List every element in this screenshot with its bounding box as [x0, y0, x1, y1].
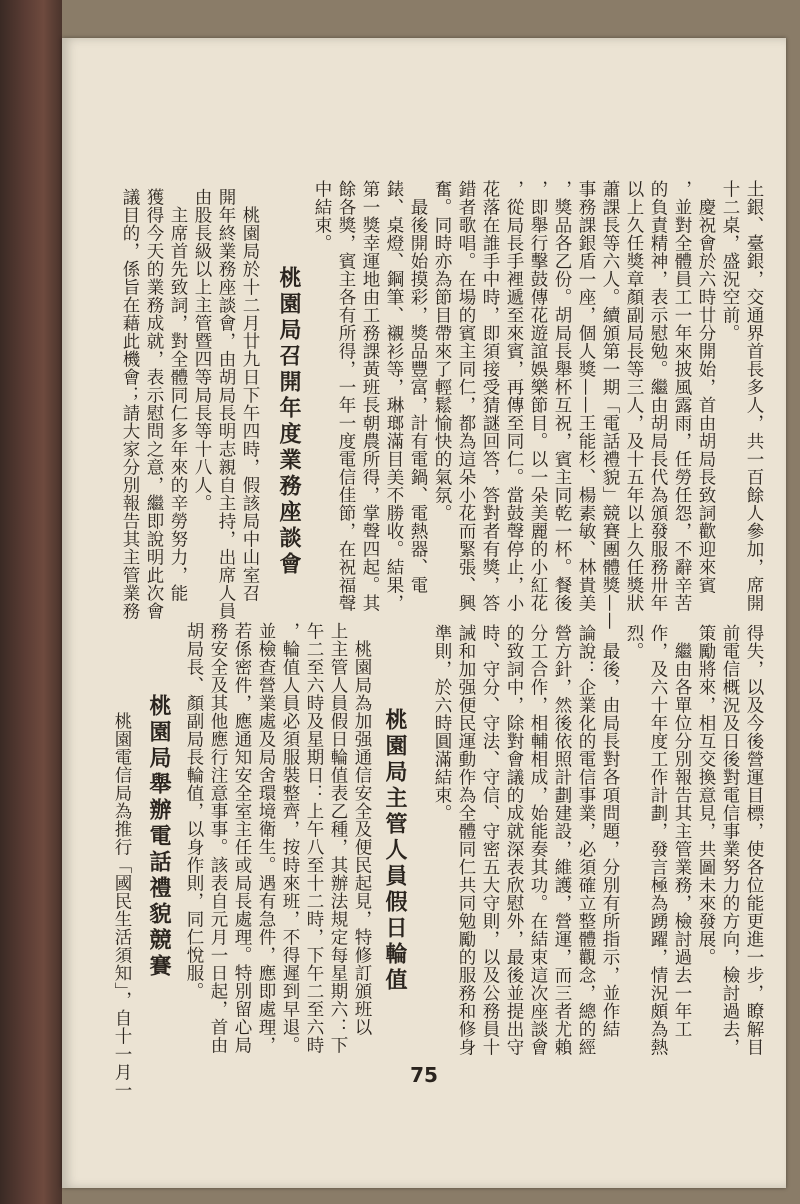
duty-article-title: 桃園局主管人員假日輪值: [382, 708, 408, 994]
book-binding: [0, 0, 62, 1204]
book-page: [62, 38, 786, 1188]
contest-text-block: 桃園電信局為推行「國民生活須知」，自十一月一: [112, 694, 132, 1100]
page-number: 75: [410, 1063, 438, 1087]
seminar-article-title: 桃園局召開年度業務座談會: [276, 266, 302, 578]
celebration-text-block: 土銀、臺銀，交通界首長多人，共一百餘人參加，席開 十二桌，盛況空前。 慶祝會於六時廿分開始，首由胡局長致詞歡迎來賓 ，並對全體員工一年來披風露雨，任勞任怨，不辭辛苦 的負責精神，表示慰勉。繼由胡局長代為頒發服務卅年 以上久任獎章顏副局長等三人，及十五年以上久任獎狀 蕭課長等六人。續頒第一期「電話禮貌」競賽團體獎—— 事務課銀盾一座，個人獎——王能杉、楊素敏、林貴美 ，獎品各乙份。胡局長舉杯互祝，賓主同乾一杯。餐後 ，即舉行擊鼓傳花遊誼娛樂節目。以一朵美麗的小紅花 ，從局長手裡遞至來賓，再傳至同仁。當鼓聲停止，小 花落在誰手中時，即須接受猜謎回答，答對者有獎，答 錯者歌唱。在場的賓主同仁，都為這朵小花而緊張、興 奮。同時亦為節目帶來了輕鬆愉快的氣氛。 最後開始摸彩，獎品豐富，計有電鍋、電熱器、電 錶、桌燈、鋼筆、襯衫等，琳瑯滿目美不勝收。結果， 第一獎幸運地由工務課黃班長朝農所得，掌聲四起。其 餘各獎，賓主各有所得，一年一度電信佳節，在祝福聲 中結束。: [312, 180, 764, 630]
seminar-continuation-block: 得失，以及今後營運目標，使各位能更進一步，瞭解目 前電信概況及日後對電信事業努力的方向，檢討過去， 策勵將來，相互交換意見，共圖未來發展。 繼由各單位分別報告其主管業務，檢討過去一年工 作，及六十年度工作計劃，發言極為踴躍，情況頗為熱 烈。 最後，由局長對各項問題，分別有所指示，並作結 論說：企業化的電信事業，必須確立整體觀念，總的經 營方針，然後依照計劃建設，維護，營運，而三者尤賴 分工合作，相輔相成，始能奏其功。在結束這次座談會 的致詞中，除對會議的成就深表欣慰外，最後並提出守 時、守分、守法、守信、守密五大守則，以及公務員十 誡和加强便民運動作為全體同仁共同勉勵的服務和修身 準則，於六時圓滿結束。: [432, 624, 764, 1056]
contest-article-title: 桃園局舉辦電話禮貌競賽: [146, 694, 172, 980]
seminar-text-block: 桃園局於十二月廿九日下午四時，假該局中山室召 開年終業務座談會，由胡局長明志親自主持，出席人員 由股長級以上主管暨四等局長等十八人。 主席首先致詞，對全體同仁多年來的辛勞努力，能 獲得今天的業務成就，表示慰問之意，繼即說明此次會 議目的，係旨在藉此機會；請大家分別報告其主管業務: [120, 188, 260, 620]
duty-text-block: 桃園局為加强通信安全及便民起見，特修訂頒班以 上主管人員假日輪值表乙種，其辦法規定每星期六：下 午二至六時及星期日：上午八至十二時，下午二至六時 ，輪值人員必須服裝整齊，按時來班，不得遲到早退。 並檢查營業處及局舍環境衛生。遇有急件，應即處理， 若係密件，應通知安全室主任或局長處理。特別留心局 務安全及其他應行注意事事。該表自元月一日起，首由 胡局長、顏副局長輪值，以身作則，同仁悅服。: [184, 622, 372, 1054]
